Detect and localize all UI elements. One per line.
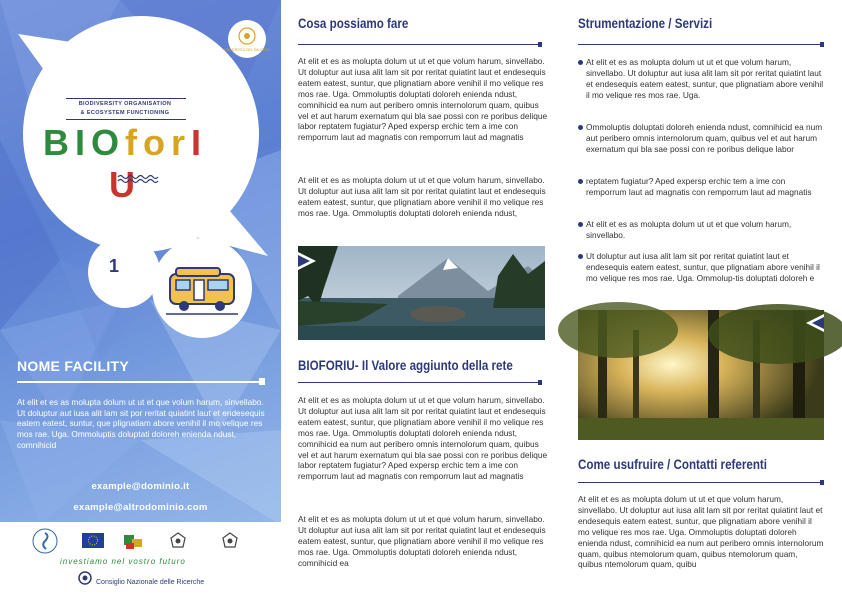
brochure-cover-panel	[0, 0, 281, 595]
heading-rule	[578, 482, 822, 483]
contact-email-2[interactable]: example@altrodominio.com	[73, 502, 208, 513]
heading-rule	[298, 382, 540, 383]
org-rule-bottom	[66, 119, 186, 120]
corner-triangle-icon	[298, 252, 316, 270]
service-bullet: At elit et es as molupta dolum ut ut et que volum harum, sinvellabo. Ut doluptur aut iusa alit lam sit por reritat quiatint laut et endesequis eatem eatest, suntur, que plignatiam abore venihil il mo velique res mos rae. Uga.	[578, 57, 826, 101]
corner-triangle-icon	[806, 314, 824, 332]
bioforiu-logo-wordmark	[30, 122, 220, 206]
facility-rule-end-square	[259, 378, 265, 385]
heading-strumentazione-servizi: Strumentazione / Servizi	[578, 16, 713, 31]
sunlit-forest-photo	[578, 310, 824, 440]
org-subtitle-line2: & ECOSYSTEM FUNCTIONING	[80, 110, 170, 116]
eu-flag-logo	[82, 533, 104, 548]
ministry-emblem-logo	[168, 531, 188, 553]
service-bullet: Ut doluptur aut iusa alit lam sit por reritat quiatint laut et endesequis eatem eatest, suntur, que plignatiam abore venihil il mo velique res mos rae. Uga. Ommolup-tis doluptati doloreh e	[578, 251, 826, 284]
university-seal-logo	[224, 20, 270, 58]
svg-text:UNIVERSITÀ DEL SALENTO: UNIVERSITÀ DEL SALENTO	[224, 48, 270, 52]
logo-letter: I	[74, 122, 91, 163]
heading-rule-end-square	[820, 42, 824, 47]
logo-letter: r	[171, 122, 192, 163]
service-bullet: reptatem fugiatur? Aped expersp erchic tem a ime con remporrum laut ad magnatis con remporrum laut ad magnatis	[578, 176, 826, 198]
ministry-emblem-logo-2	[220, 531, 240, 553]
org-rule-top	[66, 98, 186, 99]
logo-letter: f	[125, 122, 143, 163]
logo-letter: I	[191, 122, 208, 163]
facility-description: At elit et es as molupta dolum ut ut et que volum harum, sinvellabo. Ut doluptur aut iusa alit lam sit por reritat quiatint laut et endesequis eatem eatest, suntur, que plignatiam abore venihil il mo velique res mos rae. Uga. Ommoluptis doluptati doloreh enienda ndust, comnihicid	[17, 397, 265, 450]
heading-rule-end-square	[538, 380, 542, 385]
paragraph: At elit et es as molupta dolum ut ut et que volum harum, sinvellabo. Ut doluptur aut iusa alit lam sit por reritat quiatint laut et endesequis eatem eatest, suntur, que plignatiam abore venihil il mo velique res mos rae. Uga. Ommoluptis doluptati doloreh enienda ndust,	[298, 175, 546, 218]
heading-come-usufruire: Come usufruire / Contatti referenti	[578, 457, 768, 472]
paragraph: At elit et es as molupta dolum ut ut et que volum harum, sinvellabo. Ut doluptur aut iusa alit lam sit por reritat quiatint laut et endesequis eatem eatest, suntur, que plignatiam abore venihil il mo velique res mos rae. Uga. Ommoluptis doluptati doloreh enienda ndust, comnihicid ea num aut peribero omnis internolorum quam, quibus ntemolorum quam, quibus ntemolorum quam, quibus ntemolorum quam, quibu	[578, 494, 824, 570]
paragraph: At elit et es as molupta dolum ut ut et que volum harum, sinvellabo. Ut doluptur aut iusa alit lam sit por reritat quiatint laut et endesequis eatem eatest, suntur, que plignatiam abore venihil il mo velique res mos rae. Uga. Ommoluptis doluptati doloreh enienda ndust, comnihicid ea num aut peribero omnis internolorum quam, quibus vel et aut harum exernatum qui bla sae possi con re poribus delique labor reptatem fugiatur? Aped expersp erchic tem a ime con remporrum laut ad magnatis con remporrum laut ad magnatis	[298, 56, 548, 143]
logo-letter: O	[90, 122, 125, 163]
heading-valore-aggiunto: BIOFORIU- Il Valore aggiunto della rete	[298, 358, 513, 373]
lake-landscape-photo	[298, 246, 545, 340]
facility-title: NOME FACILITY	[17, 358, 130, 374]
wave-icon	[118, 173, 158, 183]
heading-cosa-possiamo-fare: Cosa possiamo fare	[298, 16, 409, 31]
service-bullet: At elit et es as molupta dolum ut ut et que volum harum, sinvellabo.	[578, 219, 826, 241]
cnr-logo	[78, 571, 92, 585]
org-subtitle-line1: BIODIVERSITY ORGANISATION	[78, 101, 172, 107]
service-bullet: Ommoluptis doluptati doloreh enienda ndust, comnihicid ea num aut peribero omnis internolorum quam, quibus vel et aut harum exernatum qui bla sae possi con re poribus delique labor	[578, 122, 826, 155]
heading-rule	[578, 44, 822, 45]
paragraph: At elit et es as molupta dolum ut ut et que volum harum, sinvellabo. Ut doluptur aut iusa alit lam sit por reritat quiatint laut et endesequis eatem eatest, suntur, que plignatiam abore venihil il mo velique res mos rae. Uga. Ommoluptis doluptati doloreh enienda ndust, comnihicid ea num aut peribero omnis internolorum quam, quibus vel et aut harum exernatum qui bla sae possi con re poribus delique labor reptatem fugiatur? Aped expersp erchic tem a ime con remporrum laut ad magnatis con remporrum laut ad magnatis	[298, 395, 548, 482]
heading-rule-end-square	[538, 42, 542, 47]
heading-rule-end-square	[820, 480, 824, 485]
logo-letter: U	[109, 164, 141, 205]
heading-rule	[298, 44, 540, 45]
camper-van-icon	[152, 238, 252, 338]
logo-letter: o	[143, 122, 171, 163]
paragraph: At elit et es as molupta dolum ut ut et que volum harum, sinvellabo. Ut doluptur aut iusa alit lam sit por reritat quiatint laut et endesequis eatem eatest, suntur, que plignatiam abore venihil il mo velique res mos rae. Uga. Ommoluptis doluptati doloreh enienda ndust, comnihicid ea	[298, 514, 546, 568]
sponsor-slogan: investiamo nel vostro futuro	[60, 557, 186, 566]
facility-number: 1	[108, 256, 119, 276]
facility-title-rule	[17, 381, 261, 383]
contact-email-1[interactable]: example@dominio.it	[91, 481, 190, 492]
seahorse-emblem-logo	[32, 528, 58, 554]
logo-letter: B	[42, 122, 75, 163]
cnr-label: Consiglio Nazionale delle Ricerche	[96, 579, 205, 586]
pon-logo	[122, 533, 148, 553]
